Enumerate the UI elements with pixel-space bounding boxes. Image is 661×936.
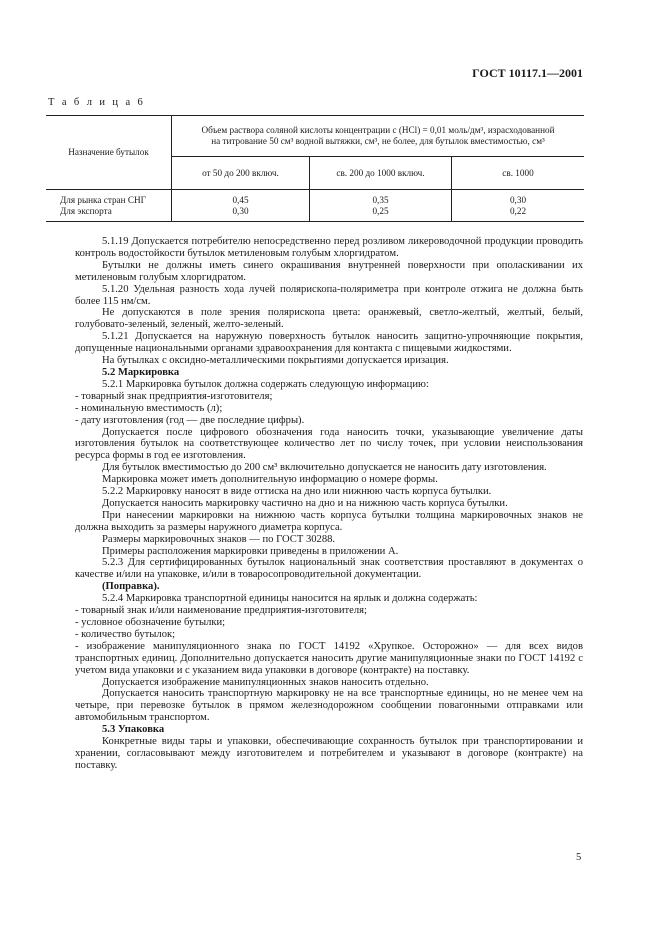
paragraph: 5.1.21 Допускается на наружную поверхность бутылок наносить защитно-упрочняющие покрытия, допущенные национальными органами здравоохранения для контакта с пищевыми жидкостями. (75, 331, 583, 355)
paragraph: Конкретные виды тары и упаковки, обеспечивающие сохранность бутылок при транспортировании и хранении, согласовывают между изготовителем и потребителем и указывают в договоре (контракте) на поставку. (75, 736, 583, 771)
list-item: - товарный знак предприятия-изготовителя; (75, 390, 273, 402)
section-heading: (Поправка). (102, 581, 160, 593)
paragraph: Для бутылок вместимостью до 200 см³ включительно допускается не наносить дату изготовления. (102, 462, 547, 474)
purpose-cell (46, 190, 172, 222)
paragraph: 5.2.4 Маркировка транспортной единицы наносится на ярлык и должна содержать: (102, 593, 478, 605)
section-heading: 5.2 Маркировка (102, 366, 180, 378)
table-value: 0,25 (372, 206, 389, 216)
subcolumn-header: св. 200 до 1000 включ. (310, 157, 452, 190)
column-header-purpose: Назначение бутылок (46, 116, 172, 190)
row-purpose: Для экспорта (60, 206, 112, 216)
table-6 (46, 115, 584, 222)
table-caption: Т а б л и ц а 6 (48, 97, 146, 108)
paragraph: Не допускаются в поле зрения полярископа цвета: оранжевый, светло-желтый, желтый, белый, голубовато-зеленый, зеленый, желто-зеленый. (75, 307, 583, 331)
value-cell (172, 190, 310, 222)
subcolumn-header: от 50 до 200 включ. (172, 157, 310, 190)
list-item: - количество бутылок; (75, 628, 176, 640)
paragraph: Допускается наносить транспортную маркировку не на все транспортные единицы, но не менее чем на четыре, при перевозке бутылок в прямом железнодорожном сообщении повагонными отправками или автомобильным транспортом. (75, 688, 583, 724)
paragraph: При нанесении маркировки на нижнюю часть корпуса бутылки толщина маркировочных знаков не должна выходить за размеры наружного диаметра корпуса. (75, 509, 583, 533)
paragraph: Маркировка может иметь дополнительную информацию о номере формы. (102, 474, 438, 486)
list-item: - товарный знак и/или наименование предприятия-изготовителя; (75, 605, 367, 617)
list-item: - изображение манипуляционного знака по ГОСТ 14192 «Хрупкое. Осторожно» — для всех видов транспортных единиц. Дополнительно допускается наносить другие манипуляционные знаки по ГОСТ 14192 с учетом вида упаковки и с указанием вида упаковки в договоре (контракте) на поставку. (75, 640, 583, 676)
table-value: 0,22 (509, 206, 527, 216)
paragraph: 5.2.3 Для сертифицированных бутылок национальный знак соответствия проставляют в документах о качестве и/или на упаковке, и/или в товаросопроводительной документации. (75, 557, 583, 581)
table-value: 0,30 (509, 195, 527, 205)
subcolumn-header: св. 1000 (452, 157, 585, 190)
paragraph: 5.1.19 Допускается потребителю непосредственно перед розливом ликероводочной продукции проводить контроль водостойкости бутылок метиленовым голубым хлоргидратом. (75, 236, 583, 259)
row-purpose: Для рынка стран СНГ (60, 195, 146, 205)
table-value: 0,45 (232, 195, 249, 205)
section-heading: 5.3 Упаковка (102, 724, 165, 736)
list-item: - дату изготовления (год — две последние цифры). (75, 414, 305, 426)
paragraph: Бутылки не должны иметь синего окрашивания внутренней поверхности при ополаскивании их метиленовым голубым хлоргидратом. (75, 259, 583, 283)
paragraph: Допускается после цифрового обозначения года наносить точки, указывающие увеличение даты изготовления бутылок на соответствующее количество лет по числу точек, при условии неиспользования ресурса формы в год ее изготовления. (75, 426, 583, 462)
table-body-row (46, 190, 584, 222)
table-value: 0,35 (372, 195, 389, 205)
volume-header-line-2: на титрование 50 см³ водной вытяжки, см³, не более, для бутылок вместимостью, см³ (211, 136, 545, 146)
table-value: 0,30 (232, 206, 249, 216)
page-number: 5 (576, 852, 582, 863)
paragraph: Допускается наносить маркировку частично на дно и на нижнюю часть корпуса бутылки. (102, 497, 508, 509)
paragraph: 5.1.20 Удельная разность хода лучей полярископа-поляриметра при контроле отжига не должна быть более 115 нм/см. (75, 283, 583, 307)
paragraph: Допускается изображение манипуляционных знаков наносить отдельно. (102, 676, 429, 688)
value-cell (452, 190, 585, 222)
list-item: - условное обозначение бутылки; (75, 617, 226, 628)
paragraph: Примеры расположения маркировки приведены в приложении А. (102, 545, 399, 557)
column-header-volume (172, 116, 585, 157)
paragraph: На бутылках с оксидно-металлическими покрытиями допускается иризация. (102, 355, 449, 367)
paragraph: Размеры маркировочных знаков — по ГОСТ 30288. (102, 533, 336, 545)
paragraph: 5.2.1 Маркировка бутылок должна содержать следующую информацию: (102, 378, 429, 390)
document-code-header: ГОСТ 10117.1—2001 (472, 66, 583, 80)
paragraph: 5.2.2 Маркировку наносят в виде оттиска на дно или нижнюю часть корпуса бутылки. (102, 486, 492, 498)
value-cell (310, 190, 452, 222)
list-item: - номинальную вместимость (л); (75, 402, 223, 414)
body-text (75, 236, 583, 772)
volume-header-line-1: Объем раствора соляной кислоты концентрации c (HCl) = 0,01 моль/дм³, израсходованной (201, 125, 555, 135)
